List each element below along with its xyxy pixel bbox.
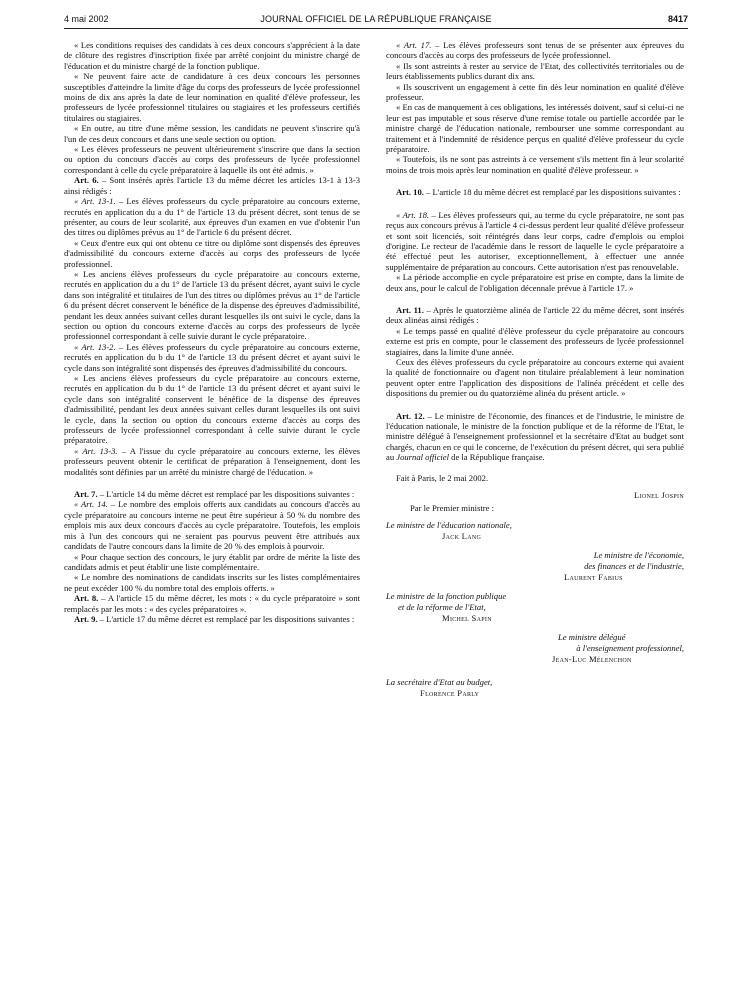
budget-secretary-name: Florence Parly <box>420 687 480 698</box>
paragraph: « Toutefois, ils ne sont pas astreints à ce versement s'ils mettent fin à leur scolarité moins de trois mois après leur nomination en qualité d'élève professeur. » <box>386 154 684 175</box>
article-text: – Les élèves professeurs sont tenus de se présenter aux épreuves du concours d'accès au corps des professeurs de lycée professionnel. <box>386 40 684 61</box>
economy-minister-title-2: des finances et de l'industrie, <box>584 560 684 571</box>
place-date: Fait à Paris, le 2 mai 2002. <box>396 472 489 483</box>
article-label: Art. 11. <box>396 304 424 315</box>
left-column <box>64 40 360 624</box>
article-9 <box>64 614 360 624</box>
article-11 <box>386 305 684 326</box>
article-13-2 <box>64 342 360 373</box>
header-rule <box>64 28 688 29</box>
prime-minister-name: Lionel Jospin <box>634 489 684 500</box>
vocational-minister-title-1: Le ministre délégué <box>558 631 626 642</box>
paragraph: « En outre, au titre d'une même session, les candidats ne peuvent s'inscrire qu'à l'un de ces deux concours et dans une seule section ou option. <box>64 123 360 144</box>
right-column <box>386 40 684 699</box>
article-label: Art. 10. <box>396 187 424 198</box>
article-12 <box>386 411 684 463</box>
article-text: – L'article 18 du même décret est remplacé par les dispositions suivantes : <box>423 187 681 198</box>
article-label: Art. 7. <box>74 489 98 500</box>
article-13-3 <box>64 446 360 477</box>
paragraph: « Les conditions requises des candidats à ces deux concours s'apprécient à la date de clôture des registres d'inscription fixée par arrêté conjoint du ministre chargé de l'éducation et du ministre chargé de la fonction publique. <box>64 40 360 71</box>
article-label: « Art. 18. <box>396 209 430 220</box>
paragraph: « Pour chaque section des concours, le jury établit par ordre de mérite la liste des candidats admis et peut établir une liste complémentaire. <box>64 551 360 572</box>
article-label: Art. 8. <box>74 593 99 604</box>
journal-name: Journal officiel <box>396 452 450 463</box>
education-minister-title: Le ministre de l'éducation nationale, <box>386 519 512 530</box>
article-label: Art. 12. <box>396 410 425 421</box>
article-text: – L'article 17 du même décret est remplacé par les dispositions suivantes : <box>97 613 355 624</box>
signature-block <box>386 473 684 699</box>
article-text: de la République française. <box>449 452 545 463</box>
budget-secretary-title: La secrétaire d'Etat au budget, <box>386 676 493 687</box>
article-7 <box>64 489 360 499</box>
article-text: – A l'issue du cycle préparatoire au concours externe, les élèves professeurs peuvent obtenir le certificat de préparation à l'enseignement, dont les modalités sont définies par un arrêté du ministre chargé de l'éducation. » <box>64 445 360 477</box>
article-13-1 <box>64 196 360 238</box>
article-6 <box>64 175 360 196</box>
article-label: Art. 9. <box>74 613 98 624</box>
article-label: « Art. 17. <box>396 40 432 50</box>
article-text: – Après le quatorzième alinéa de l'article 22 du même décret, sont insérés deux alinéas ainsi rédigés : <box>386 304 684 326</box>
article-text: – Les élèves professeurs du cycle préparatoire au concours externe, recrutés en application du b du 1° de l'article 13 du présent décret et ayant suivi le cycle dans son intégralité sont dispensés des épreuves d'admissibilité du concours. <box>64 341 360 373</box>
paragraph: « Le nombre des nominations de candidats inscrits sur les listes complémentaires ne peut excéder 100 % du nombre total des emplois offerts. » <box>64 572 360 593</box>
article-label: Art. 6. <box>74 175 99 186</box>
paragraph: « Les anciens élèves professeurs du cycle préparatoire au concours externe, recrutés en application du a du 1° de l'article 13 du présent décret, ayant suivi le cycle dans son intégralité et titulaires de l'un des titres ou diplômes prévus au 1° de l'article 6 du présent décret conservent le bénéfice de la dispense des épreuves d'admissibilité, pendant les deux années suivant celles durant lesquelles ils ont suivi le cycle, dans la section ou option du concours externe d'accès au corps des professeurs de lycée professionnel correspondant à celle suivie durant le cycle préparatoire. <box>64 268 360 342</box>
article-label: « Art. 13-3. <box>74 445 118 456</box>
vocational-minister-name: Jean-Luc Mélenchon <box>552 653 632 664</box>
public-service-minister-title-2: et de la réforme de l'Etat, <box>398 601 486 612</box>
paragraph: « Les anciens élèves professeurs du cycle préparatoire au concours externe, recrutés en application du b du 1° de l'article 13 du présent décret et ayant suivi le cycle dans son intégralité conservent le bénéfice de la dispense des épreuves d'admissibilité, pendant les deux années suivant celles durant lesquelles ils ont suivi le cycle, dans la section ou option du concours externe d'accès au corps des professeurs de lycée professionnel correspondant à celle suivie durant le cycle préparatoire. <box>64 373 360 446</box>
public-service-minister-title-1: Le ministre de la fonction publique <box>386 590 507 601</box>
article-text: – Les élèves professeurs qui, au terme du cycle préparatoire, ne sont pas reçus aux concours prévus à l'article 4 ci-dessus perdent leur qualité d'élève professeur et sont soit licenciés, soit réintégrés dans leur corps, cadre d'emplois ou emploi d'origine. Le recteur de l'académie dans le ressort de laquelle le cycle préparatoire a été effectué peut les autoriser, exceptionnellement, à effectuer une année supplémentaire de préparation au concours. Cette autorisation n'est pas renouvelable. <box>386 209 684 272</box>
paragraph: « La période accomplie en cycle préparatoire est prise en compte, dans la limite de deux ans, pour le calcul de l'obligation décennale prévue à l'article 17. » <box>386 272 684 293</box>
article-10 <box>386 187 684 197</box>
article-text: – Le ministre de l'économie, des finances et de l'industrie, le ministre de l'éducation nationale, le ministre de la fonction publique et de la réforme de l'Etat, le ministre délégué à l'enseignement professionnel et la secrétaire d'Etat au budget sont chargés, chacun en ce qui le concerne, de l'exécution du présent décret, qui sera publié au <box>386 410 685 463</box>
article-14 <box>64 499 360 551</box>
paragraph: « Ils sont astreints à rester au service de l'Etat, des collectivités territoriales ou de leurs établissements publics durant dix ans. <box>386 60 684 82</box>
paragraph: « Ne peuvent faire acte de candidature à ces deux concours les personnes susceptibles d'atteindre la limite d'âge du corps des professeurs de lycée professionnel moins de dix ans après la date de leur nomination en qualité d'élève professeur, les professeurs de lycée professionnel titulaires ou stagiaires et les professeurs certifiés titulaires ou stagiaires. <box>64 71 360 123</box>
issue-date: 4 mai 2002 <box>64 14 109 24</box>
paragraph: « Le temps passé en qualité d'élève professeur du cycle préparatoire au concours externe est pris en compte, pour le classement des professeurs de lycée professionnel stagiaires, dans la limite d'une année. <box>386 325 684 357</box>
paragraph: « Ils souscrivent un engagement à cette fin dès leur nomination en qualité d'élève professeur. <box>386 81 684 103</box>
paragraph: Ceux des élèves professeurs du cycle préparatoire au concours externe qui avaient la qualité de fonctionnaire ou d'agent non titulaire préalablement à leur nomination peuvent opter entre l'application des dispositions de l'alinéa précédent et celle des dispositions du premier ou du quatorzième alinéa du présent article. » <box>386 356 684 399</box>
economy-minister-title-1: Le ministre de l'économie, <box>593 549 684 560</box>
article-18 <box>386 210 684 272</box>
page-number: 8417 <box>667 14 688 24</box>
article-text: – Le nombre des emplois offerts aux candidats au concours d'accès au cycle préparatoire au concours interne ne peut être supérieur à 50 % du nombre des emplois mis aux deux concours d'accès au cycle préparatoire. Toutefois, les emplois mis à l'un des concours qui ne seraient pas pourvus peuvent être attribués aux candidats de l'autre concours dans la limite de 20 % des emplois à pourvoir. <box>64 499 361 552</box>
economy-minister-name: Laurent Fabius <box>564 571 623 582</box>
article-text: – Les élèves professeurs du cycle préparatoire au concours externe, recrutés en application du a du 1° de l'article 13 du présent décret, sont tenus de se présenter, au cours de leur scolarité, aux épreuves d'un examen en vue d'obtenir l'un des titres ou diplômes prévus au 1° de l'article 6 du présent décret. <box>64 196 360 238</box>
article-label: « Art. 13-2. <box>74 341 116 352</box>
article-17 <box>386 40 684 61</box>
article-text: – A l'article 15 du même décret, les mots : « du cycle préparatoire » sont remplacés par les mots : « des cycles préparatoires ». <box>64 593 361 614</box>
paragraph: « Ceux d'entre eux qui ont obtenu ce titre ou diplôme sont dispensés des épreuves d'admissibilité du concours externe d'accès au corps des professeurs de lycée professionnel. <box>64 237 360 269</box>
by-prime-minister: Par le Premier ministre : <box>410 502 495 513</box>
paragraph: « Les élèves professeurs ne peuvent ultérieurement s'inscrire que dans la section ou option du concours d'accès au corps des professeurs de lycée professionnel correspondant à celle du cycle préparatoire à laquelle ils ont été admis. » <box>64 144 360 175</box>
article-label: « Art. 13-1. <box>74 196 116 207</box>
article-8 <box>64 593 360 614</box>
public-service-minister-name: Michel Sapin <box>442 612 492 623</box>
page-header <box>64 12 688 28</box>
article-label: « Art. 14. <box>74 499 108 510</box>
education-minister-name: Jack Lang <box>442 530 482 541</box>
paragraph: « En cas de manquement à ces obligations, les intéressés doivent, sauf si celui-ci ne leur est pas imputable et sous réserve d'une remise totale ou partielle accordée par le ministre chargé de l'éducation nationale, rembourser une somme correspondant au traitement et à l'indemnité de résidence perçus en qualité d'élève professeur du cycle préparatoire. <box>386 102 684 155</box>
article-text: – Sont insérés après l'article 13 du même décret les articles 13-1 à 13-3 ainsi rédigés : <box>64 175 361 196</box>
vocational-minister-title-2: à l'enseignement professionnel, <box>576 642 684 653</box>
article-text: – L'article 14 du même décret est remplacé par les dispositions suivantes : <box>97 489 355 500</box>
journal-title: JOURNAL OFFICIEL DE LA RÉPUBLIQUE FRANÇAISE <box>260 14 492 24</box>
